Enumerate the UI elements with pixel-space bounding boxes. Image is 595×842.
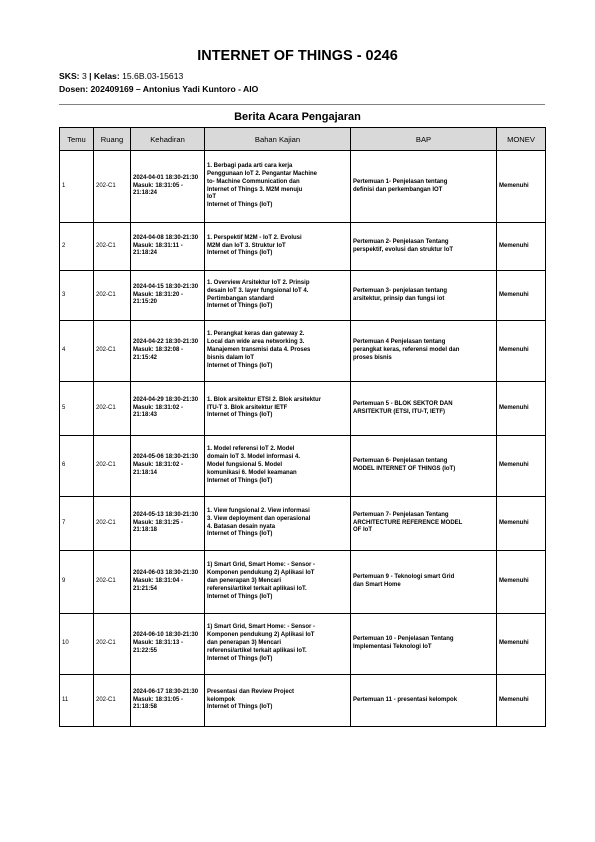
bahan-kajian-line: 1. Model referensi IoT 2. Model xyxy=(207,446,295,453)
kehadiran-line: 21:18:43 xyxy=(133,412,158,419)
bap-line: Pertemuan 6- Penjelasan tentang xyxy=(353,458,448,465)
cell-ruang: 202-C1 xyxy=(94,223,131,271)
bahan-kajian-line: Manajemen transmisi data 4. Proses xyxy=(207,347,311,354)
kehadiran-line: 21:21:54 xyxy=(133,585,158,592)
header-divider xyxy=(59,104,545,105)
bap-line: definisi dan perkembangan IOT xyxy=(353,186,443,193)
kehadiran-line: 2024-06-10 18:30-21:30 xyxy=(133,632,199,639)
kehadiran-line: 21:15:42 xyxy=(133,354,158,361)
kehadiran-line: 2024-04-22 18:30-21:30 xyxy=(133,339,199,346)
bahan-kajian-line: 1. Perspektif M2M - IoT 2. Evolusi xyxy=(207,234,302,241)
kehadiran-line: Masuk: 18:31:04 - xyxy=(133,578,184,585)
bahan-kajian-line: ITU-T 3. Blok arsitektur IETF xyxy=(207,404,288,411)
kehadiran-line: 2024-04-15 18:30-21:30 xyxy=(133,283,199,290)
bahan-kajian-line: Local dan wide area networking 3. xyxy=(207,339,305,346)
bahan-kajian-line: Internet of Things (IoT) xyxy=(207,477,273,484)
cell-kehadiran xyxy=(131,321,205,382)
cell-ruang: 202-C1 xyxy=(94,614,131,675)
table-row xyxy=(60,675,546,727)
sks-label: SKS: xyxy=(59,71,80,81)
bahan-kajian-line: Internet of Things (IoT) xyxy=(207,704,273,711)
table-row xyxy=(60,551,546,614)
bahan-kajian-line: dan penerapan 3) Mencari xyxy=(207,578,282,585)
kehadiran-line: 2024-06-17 18:30-21:30 xyxy=(133,688,199,695)
kehadiran-line: Masuk: 18:31:02 - xyxy=(133,462,184,469)
bahan-kajian-line: IoT xyxy=(207,194,216,201)
cell-ruang: 202-C1 xyxy=(94,497,131,551)
cell-kehadiran xyxy=(131,151,205,223)
bap-line: Implementasi Teknologi IoT xyxy=(353,644,432,650)
kehadiran-line: 21:18:58 xyxy=(133,704,158,711)
cell-monev: Memenuhi xyxy=(497,271,546,321)
bahan-kajian-line: Internet of Things (IoT) xyxy=(207,250,273,257)
cell-bahan-kajian xyxy=(205,614,351,675)
table-row xyxy=(60,151,546,223)
kehadiran-line: Masuk: 18:31:25 - xyxy=(133,519,184,526)
lecturer-info xyxy=(59,84,258,94)
bahan-kajian-line: kelompok xyxy=(207,696,236,703)
cell-kehadiran xyxy=(131,497,205,551)
cell-kehadiran xyxy=(131,271,205,321)
kelas-label: | Kelas: xyxy=(89,71,120,81)
bahan-kajian-line: 1. Berbagi pada arti cara kerja xyxy=(207,162,293,169)
cell-monev: Memenuhi xyxy=(497,675,546,727)
cell-ruang: 202-C1 xyxy=(94,321,131,382)
dosen-value: 202409169 – Antonius Yadi Kuntoro - AIO xyxy=(90,84,259,94)
cell-bahan-kajian xyxy=(205,223,351,271)
cell-bahan-kajian xyxy=(205,551,351,614)
cell-kehadiran xyxy=(131,223,205,271)
table-row xyxy=(60,382,546,436)
bahan-kajian-line: bisnis dalam IoT xyxy=(207,354,255,361)
cell-bap xyxy=(351,614,497,675)
bahan-kajian-line: Komponen pendukung 2) Aplikasi IoT xyxy=(207,632,315,639)
cell-monev: Memenuhi xyxy=(497,614,546,675)
cell-bap xyxy=(351,223,497,271)
kehadiran-line: 21:18:24 xyxy=(133,250,158,257)
cell-temu: 5 xyxy=(60,382,94,436)
cell-monev: Memenuhi xyxy=(497,436,546,497)
table-header-row xyxy=(60,128,546,151)
bahan-kajian-line: 1) Smart Grid, Smart Home: - Sensor - xyxy=(207,624,316,631)
table-row xyxy=(60,436,546,497)
cell-bahan-kajian xyxy=(205,497,351,551)
cell-temu: 10 xyxy=(60,614,94,675)
bahan-kajian-line: Internet of Things 3. M2M menuju xyxy=(207,186,303,193)
cell-kehadiran xyxy=(131,551,205,614)
bahan-kajian-line: 3. View deployment dan operasional xyxy=(207,515,311,522)
kehadiran-line: 2024-04-29 18:30-21:30 xyxy=(133,396,199,403)
bahan-kajian-line: 1) Smart Grid, Smart Home: - Sensor - xyxy=(207,562,316,569)
bahan-kajian-line: referensi/artikel terkait aplikasi IoT. xyxy=(207,585,307,592)
cell-bahan-kajian xyxy=(205,321,351,382)
cell-ruang: 202-C1 xyxy=(94,436,131,497)
bahan-kajian-line: domain IoT 3. Model informasi 4. xyxy=(207,454,301,461)
kehadiran-line: 21:18:24 xyxy=(133,190,158,197)
kehadiran-line: 2024-04-01 18:30-21:30 xyxy=(133,174,199,181)
bahan-kajian-line: Model fungsional 5. Model xyxy=(207,462,282,469)
table-row xyxy=(60,321,546,382)
cell-monev: Memenuhi xyxy=(497,223,546,271)
bahan-kajian-line: to- Machine Communication dan xyxy=(207,178,300,185)
bap-line: Pertemuan 9 - Teknologi smart Grid xyxy=(353,574,455,581)
cell-ruang: 202-C1 xyxy=(94,271,131,321)
cell-bap xyxy=(351,321,497,382)
cell-temu: 9 xyxy=(60,551,94,614)
col-header-bahan-kajian: Bahan Kajian xyxy=(205,128,351,151)
bahan-kajian-line: Penggunaan IoT 2. Pengantar Machine xyxy=(207,170,318,177)
cell-bap xyxy=(351,675,497,727)
kehadiran-line: Masuk: 18:31:02 - xyxy=(133,404,184,411)
course-info xyxy=(59,71,183,81)
bap-line: proses bisnis xyxy=(353,354,392,361)
cell-bap xyxy=(351,271,497,321)
document-title: INTERNET OF THINGS - 0246 xyxy=(197,48,398,64)
kehadiran-line: 2024-04-08 18:30-21:30 xyxy=(133,234,199,241)
col-header-monev: MONEV xyxy=(497,128,546,151)
cell-ruang: 202-C1 xyxy=(94,151,131,223)
cell-monev: Memenuhi xyxy=(497,497,546,551)
cell-monev: Memenuhi xyxy=(497,551,546,614)
cell-temu: 7 xyxy=(60,497,94,551)
cell-ruang: 202-C1 xyxy=(94,551,131,614)
table-row xyxy=(60,223,546,271)
kehadiran-line: 2024-05-06 18:30-21:30 xyxy=(133,454,199,461)
kehadiran-line: Masuk: 18:31:11 - xyxy=(133,242,183,249)
bahan-kajian-line: referensi/artikel terkait aplikasi IoT. xyxy=(207,647,307,654)
bahan-kajian-line: Internet of Things (IoT) xyxy=(207,303,273,310)
cell-bahan-kajian xyxy=(205,271,351,321)
bahan-kajian-line: komunikasi 6. Model keamanan xyxy=(207,469,297,476)
cell-monev: Memenuhi xyxy=(497,382,546,436)
kehadiran-line: Masuk: 18:31:05 - xyxy=(133,696,184,703)
kehadiran-line: 21:22:55 xyxy=(133,647,158,654)
sks-value: 3 xyxy=(81,71,87,81)
cell-bap xyxy=(351,497,497,551)
cell-kehadiran xyxy=(131,614,205,675)
bap-line: perspektif, evolusi dan struktur IoT xyxy=(353,246,454,253)
cell-monev: Memenuhi xyxy=(497,321,546,382)
bahan-kajian-line: Internet of Things (IoT) xyxy=(207,202,273,209)
bahan-kajian-line: Internet of Things (IoT) xyxy=(207,531,273,538)
kehadiran-line: Masuk: 18:31:05 - xyxy=(133,182,184,189)
bap-line: OF IoT xyxy=(353,527,372,534)
bahan-kajian-line: desain IoT 3. layer fungsional IoT 4. xyxy=(207,287,309,294)
bahan-kajian-line: 1. Perangkat keras dan gateway 2. xyxy=(207,331,305,338)
cell-temu: 1 xyxy=(60,151,94,223)
bahan-kajian-line: Pertimbangan standard xyxy=(207,295,275,302)
cell-temu: 4 xyxy=(60,321,94,382)
bap-line: Pertemuan 10 - Penjelasan Tentang xyxy=(353,636,454,643)
section-title: Berita Acara Pengajaran xyxy=(234,111,361,123)
cell-bahan-kajian xyxy=(205,382,351,436)
bap-line: arsitektur, prinsip dan fungsi iot xyxy=(353,295,445,302)
bap-line: Pertemuan 3- penjelasan tentang xyxy=(353,287,448,294)
bap-line: Pertemuan 5 - BLOK SEKTOR DAN xyxy=(353,400,453,407)
bap-line: dan Smart Home xyxy=(353,582,401,588)
cell-ruang: 202-C1 xyxy=(94,675,131,727)
bahan-kajian-line: 1. View fungsional 2. View informasi xyxy=(207,507,310,514)
bahan-kajian-line: Komponen pendukung 2) Aplikasi IoT xyxy=(207,570,315,577)
kehadiran-line: 21:15:20 xyxy=(133,299,158,306)
kehadiran-line: 2024-05-13 18:30-21:30 xyxy=(133,511,199,518)
table-row xyxy=(60,271,546,321)
bahan-kajian-line: Presentasi dan Review Project xyxy=(207,688,295,695)
cell-temu: 3 xyxy=(60,271,94,321)
bap-line: ARSITEKTUR (ETSI, ITU-T, IETF) xyxy=(353,408,445,415)
teaching-record-table xyxy=(59,127,546,727)
kelas-value: 15.6B.03-15613 xyxy=(122,71,184,81)
cell-temu: 6 xyxy=(60,436,94,497)
cell-temu: 2 xyxy=(60,223,94,271)
cell-bap xyxy=(351,436,497,497)
bap-line: Pertemuan 1- Penjelasan tentang xyxy=(353,178,448,185)
dosen-label: Dosen: xyxy=(59,84,89,94)
cell-kehadiran xyxy=(131,436,205,497)
cell-bap xyxy=(351,382,497,436)
col-header-ruang: Ruang xyxy=(94,128,131,151)
kehadiran-line: 21:18:18 xyxy=(133,527,158,534)
bahan-kajian-line: 1. Blok arsitektur ETSI 2. Blok arsitektur xyxy=(207,396,322,403)
kehadiran-line: 21:18:14 xyxy=(133,469,158,476)
bahan-kajian-line: M2M dan IoT 3. Struktur IoT xyxy=(207,242,286,249)
bahan-kajian-line: dan penerapan 3) Mencari xyxy=(207,640,282,647)
cell-bahan-kajian xyxy=(205,151,351,223)
cell-bap xyxy=(351,551,497,614)
bap-line: Pertemuan 4 Penjelasan tentang xyxy=(353,339,446,346)
cell-bahan-kajian xyxy=(205,436,351,497)
bap-line: Pertemuan 11 - presentasi kelompok xyxy=(353,696,458,703)
bahan-kajian-line: 4. Batasan desain nyata xyxy=(207,523,276,530)
kehadiran-line: Masuk: 18:32:08 - xyxy=(133,347,184,354)
kehadiran-line: Masuk: 18:31:20 - xyxy=(133,291,184,298)
bahan-kajian-line: Internet of Things (IoT) xyxy=(207,412,273,419)
cell-kehadiran xyxy=(131,675,205,727)
cell-ruang: 202-C1 xyxy=(94,382,131,436)
bahan-kajian-line: Internet of Things (IoT) xyxy=(207,655,273,662)
bap-line: perangkat keras, referensi model dan xyxy=(353,347,460,354)
bap-line: Pertemuan 2- Penjelasan Tentang xyxy=(353,238,449,245)
bahan-kajian-line: 1. Overview Arsitektur IoT 2. Prinsip xyxy=(207,279,310,286)
cell-kehadiran xyxy=(131,382,205,436)
kehadiran-line: Masuk: 18:31:13 - xyxy=(133,640,184,647)
bahan-kajian-line: Internet of Things (IoT) xyxy=(207,362,273,369)
cell-temu: 11 xyxy=(60,675,94,727)
table-row xyxy=(60,497,546,551)
table-row xyxy=(60,614,546,675)
bahan-kajian-line: Internet of Things (IoT) xyxy=(207,593,273,600)
bap-line: ARCHITECTURE REFERENCE MODEL xyxy=(353,519,463,526)
bap-line: Pertemuan 7- Penjelasan Tentang xyxy=(353,511,449,518)
col-header-kehadiran: Kehadiran xyxy=(131,128,205,151)
cell-monev: Memenuhi xyxy=(497,151,546,223)
cell-bahan-kajian xyxy=(205,675,351,727)
col-header-bap: BAP xyxy=(351,128,497,151)
cell-bap xyxy=(351,151,497,223)
kehadiran-line: 2024-06-03 18:30-21:30 xyxy=(133,570,199,577)
col-header-temu: Temu xyxy=(60,128,94,151)
bap-line: MODEL INTERNET OF THINGS (IoT) xyxy=(353,466,456,472)
